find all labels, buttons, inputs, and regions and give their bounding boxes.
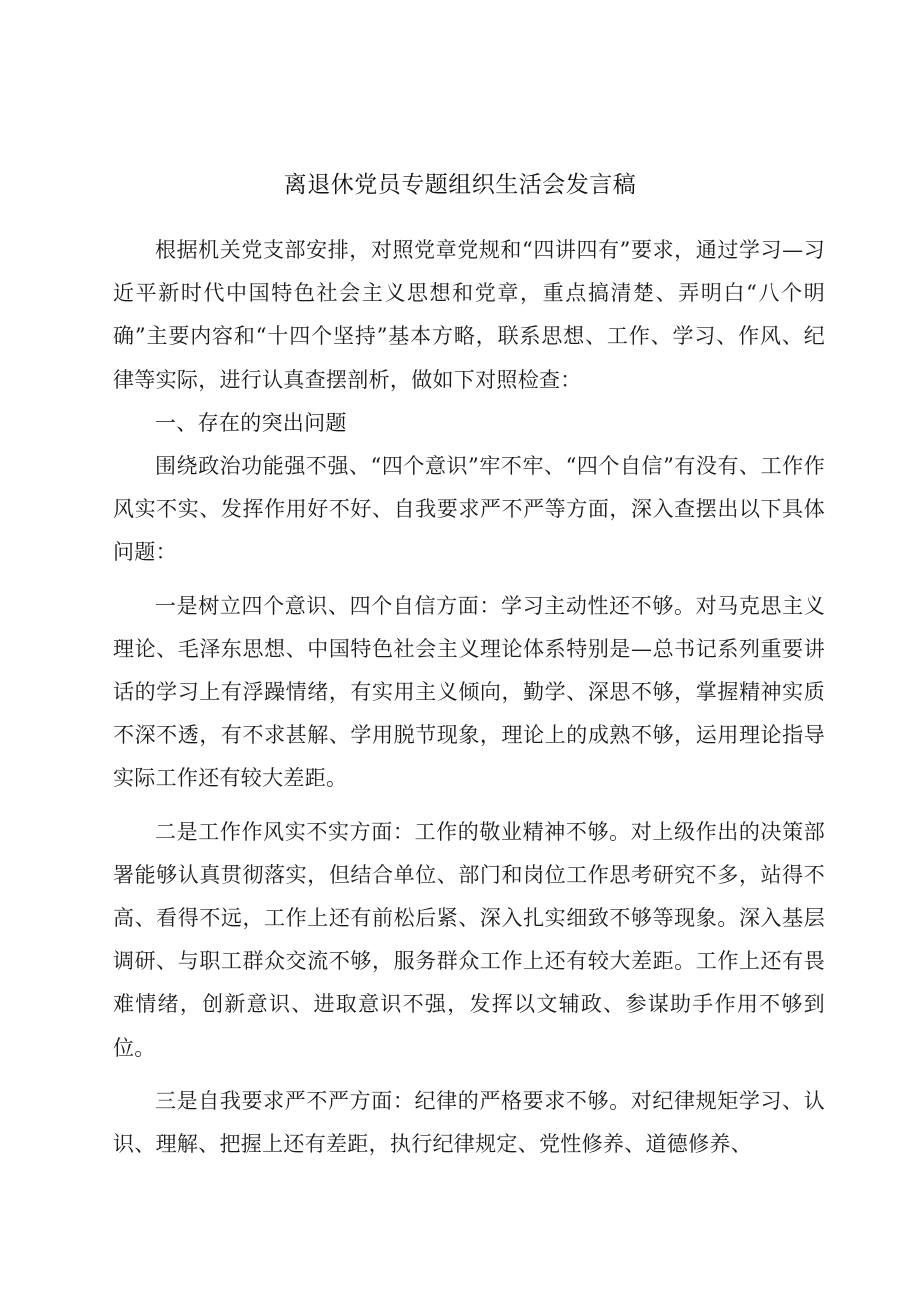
section-heading-problems: 一、存在的突出问题 (155, 410, 347, 435)
intro-paragraph: 根据机关党支部安排，对照党章党规和“四讲四有”要求，通过学习—习近平新时代中国特色社会主义思想和党章，重点搞清楚、弄明白“八个明确”主要内容和“十四个坚持”基本方略，联系思想、工作、学习、作风、纪律等实际，进行认真查摆剖析，做如下对照检查： (113, 238, 825, 392)
problem-item-3: 三是自我要求严不严方面：纪律的严格要求不够。对纪律规矩学习、认识、理解、把握上还有差距，执行纪律规定、党性修养、道德修养、 (113, 1088, 825, 1157)
problem-item-2: 二是工作作风实不实方面：工作的敬业精神不够。对上级作出的决策部署能够认真贯彻落实，但结合单位、部门和岗位工作思考研究不多，站得不高、看得不远，工作上还有前松后紧、深入扎实细致不够等现象。深入基层调研、与职工群众交流不够，服务群众工作上还有较大差距。工作上还有畏难情绪，创新意识、进取意识不强，发挥以文辅政、参谋助手作用不够到位。 (113, 819, 825, 1060)
section-intro-paragraph: 围绕政治功能强不强、“四个意识”牢不牢、“四个自信”有没有、工作作风实不实、发挥作用好不好、自我要求严不严等方面，深入查摆出以下具体问题： (113, 454, 825, 565)
problem-item-1: 一是树立四个意识、四个自信方面：学习主动性还不够。对马克思主义理论、毛泽东思想、中国特色社会主义理论体系特别是—总书记系列重要讲话的学习上有浮躁情绪，有实用主义倾向，勤学、深思不够，掌握精神实质不深不透，有不求甚解、学用脱节现象，理论上的成熟不够，运用理论指导实际工作还有较大差距。 (113, 593, 825, 791)
document-body (113, 229, 825, 1166)
document-title: 离退休党员专题组织生活会发言稿 (283, 172, 637, 198)
